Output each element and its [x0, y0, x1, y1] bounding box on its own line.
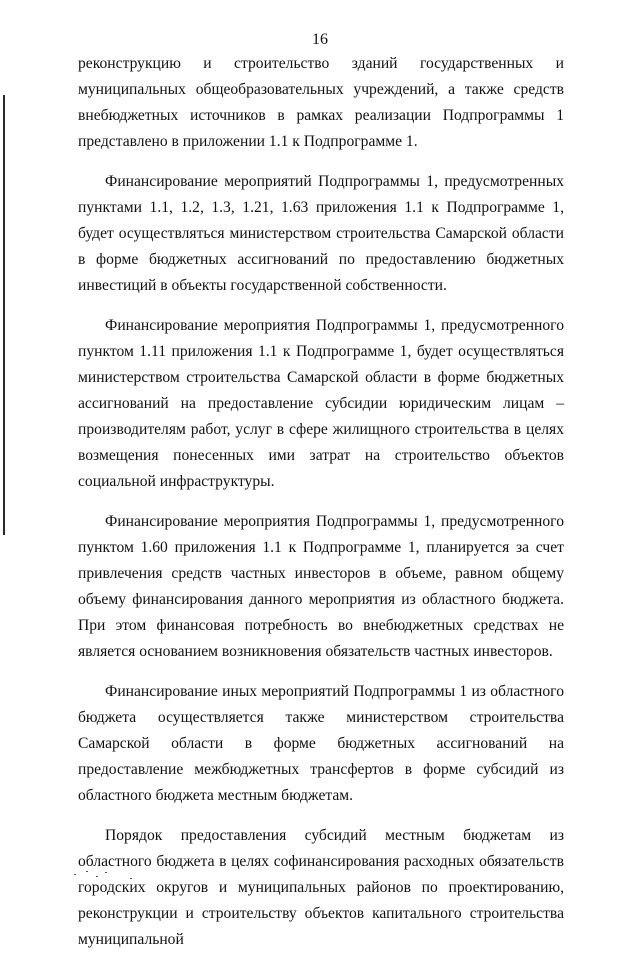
scan-speck	[74, 874, 76, 875]
paragraph-continuation: реконструкцию и строительство зданий государственных и муниципальных общеобразовательных учреждений, а также средств внебюджетных источников в рамках реализации Подпрограммы 1 представлено в приложении 1.1 к Подпрограмме 1.	[78, 55, 564, 150]
scan-speck	[86, 871, 88, 872]
paragraph: Порядок предоставления субсидий местным бюджетам из областного бюджета в целях софинансирования расходных обязательств городских округов и муниципальных районов по проектированию, реконструкции и строительству объектов капитального строительства муниципальной	[78, 827, 564, 948]
scan-specks	[72, 866, 142, 886]
paragraph: Финансирование иных мероприятий Подпрограммы 1 из областного бюджета осуществляется также министерством строительства Самарской области в форме бюджетных ассигнований на предоставление межбюджетных трансфертов в форме субсидий из областного бюджета местным бюджетам.	[78, 683, 564, 804]
scan-speck	[96, 876, 98, 877]
paragraph: Финансирование мероприятий Подпрограммы 1, предусмотренных пунктами 1.1, 1.2, 1.3, 1.21, 1.63 приложения 1.1 к Подпрограмме 1, будет осуществляться министерством строительства Самарской области в форме бюджетных ассигнований по предоставлению бюджетных инвестиций в объекты государственной собственности.	[78, 173, 564, 294]
paragraph: Финансирование мероприятия Подпрограммы 1, предусмотренного пунктом 1.60 приложения 1.1 к Подпрограмме 1, планируется за счет привлечения средств частных инвесторов в объеме, равном общему объему финансирования данного мероприятия из областного бюджета. При этом финансовая потребность во внебюджетных средствах не является основанием возникновения обязательств частных инвесторов.	[78, 513, 564, 660]
scan-speck	[130, 878, 132, 879]
scan-margin-line	[3, 95, 5, 535]
scan-speck	[105, 872, 107, 873]
paragraph: Финансирование мероприятия Подпрограммы 1, предусмотренного пунктом 1.11 приложения 1.1 к Подпрограмме 1, будет осуществляться министерством строительства Самарской области в форме бюджетных ассигнований на предоставление субсидии юридическим лицам – производителям работ, услуг в сфере жилищного строительства в целях возмещения понесенных ими затрат на строительство объектов социальной инфраструктуры.	[78, 317, 564, 490]
document-body	[78, 51, 564, 953]
page-number: 16	[312, 31, 328, 48]
